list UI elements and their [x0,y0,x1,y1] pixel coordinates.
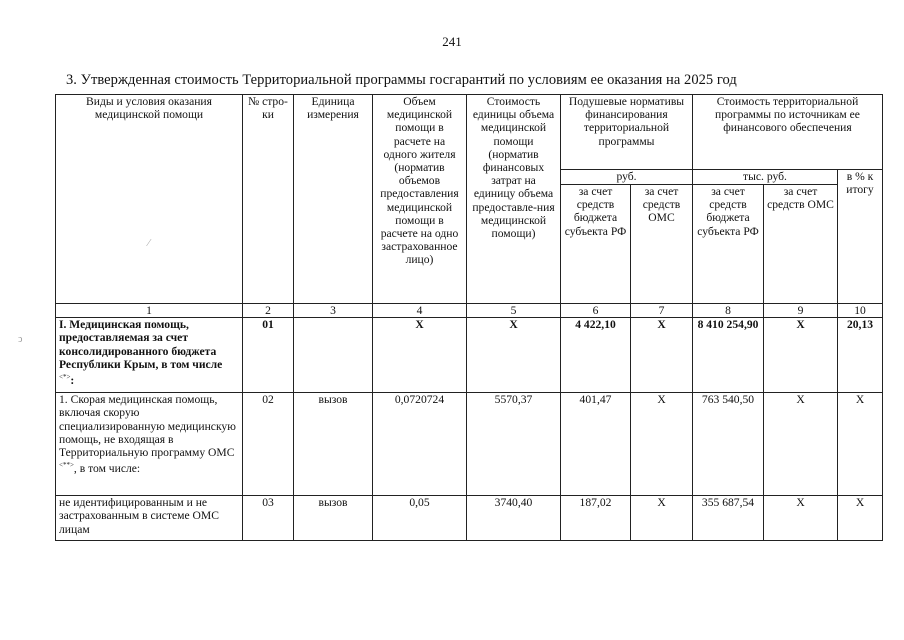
column-number: 5 [467,304,561,318]
row-budget-rub: 401,47 [561,393,631,496]
row-line-number: 03 [243,496,294,541]
row-oms-rub: X [631,393,693,496]
column-number: 10 [838,304,883,318]
row-volume: X [373,318,467,393]
row-name: не идентифицированным и не застрахованным в системе ОМС лицам [56,496,243,541]
row-percent: X [838,496,883,541]
header-budget-thous: за счет средств бюджета субъекта РФ [693,185,764,304]
column-number: 3 [294,304,373,318]
row-budget-rub: 4 422,10 [561,318,631,393]
table-row [56,318,883,393]
column-number: 4 [373,304,467,318]
row-name [56,318,243,393]
header-program-cost: Стоимость территориальной программы по источникам ее финансового обеспечения [693,95,883,170]
row-name-text: 1. Скорая медицинская помощь, включая скорую специализированную медицинскую помощь, не входящая в Территориальную программу ОМС [59,393,236,460]
page-number: 241 [442,34,462,49]
table-row [56,496,883,541]
header-unit: Единица измерения [294,95,373,304]
footnote-ref: <**> [59,461,74,470]
header-thous-rub: тыс. руб. [693,170,838,185]
header-per-capita: Подушевые нормативы финансирования территориальной программы [561,95,693,170]
column-number: 8 [693,304,764,318]
cost-table [55,94,883,541]
row-name-tail: : [70,373,75,387]
section-title: 3. Утвержденная стоимость Территориальной программы госгарантий по условиям ее оказания на 2025 год [66,72,737,88]
row-unit-cost: X [467,318,561,393]
column-number: 6 [561,304,631,318]
row-oms-rub: X [631,496,693,541]
scan-mark: ⁄ [148,238,150,249]
row-volume: 0,0720724 [373,393,467,496]
header-rub: руб. [561,170,693,185]
row-percent: X [838,393,883,496]
column-number: 7 [631,304,693,318]
row-budget-thous: 355 687,54 [693,496,764,541]
column-number-row [56,304,883,318]
column-number: 2 [243,304,294,318]
header-oms-thous: за счет средств ОМС [764,185,838,304]
row-unit-cost: 3740,40 [467,496,561,541]
column-number: 1 [56,304,243,318]
row-name [56,393,243,496]
row-unit: вызов [294,393,373,496]
row-oms-thous: X [764,393,838,496]
header-oms-rub: за счет средств ОМС [631,185,693,304]
row-oms-thous: X [764,496,838,541]
header-line-number: № стро-ки [243,95,294,304]
header-budget-rub: за счет средств бюджета субъекта РФ [561,185,631,304]
header-percent: в % к итогу [838,170,883,304]
row-budget-rub: 187,02 [561,496,631,541]
row-name-tail: , в том числе: [73,462,141,476]
column-number: 9 [764,304,838,318]
row-name-text: I. Медицинская помощь, предоставляемая за счет консолидированного бюджета Республики Крым, в том числе [59,318,223,371]
row-line-number: 01 [243,318,294,393]
row-line-number: 02 [243,393,294,496]
table-row [56,393,883,496]
row-unit: вызов [294,496,373,541]
row-percent: 20,13 [838,318,883,393]
row-unit-cost: 5570,37 [467,393,561,496]
row-budget-thous: 763 540,50 [693,393,764,496]
row-volume: 0,05 [373,496,467,541]
row-budget-thous: 8 410 254,90 [693,318,764,393]
row-unit [294,318,373,393]
scan-mark: ↄ [18,334,23,345]
header-volume: Объем медицинской помощи в расчете на одного жителя (норматив объемов предоставления медицинской помощи в расчете на одно застрахованное лицо) [373,95,467,304]
row-oms-rub: X [631,318,693,393]
header-type: Виды и условия оказания медицинской помощи [56,95,243,304]
row-oms-thous: X [764,318,838,393]
footnote-ref: <*> [59,373,71,382]
header-unit-cost: Стоимость единицы объема медицинской помощи (норматив финансовых затрат на единицу объема предоставле-ния медицинской помощи) [467,95,561,304]
